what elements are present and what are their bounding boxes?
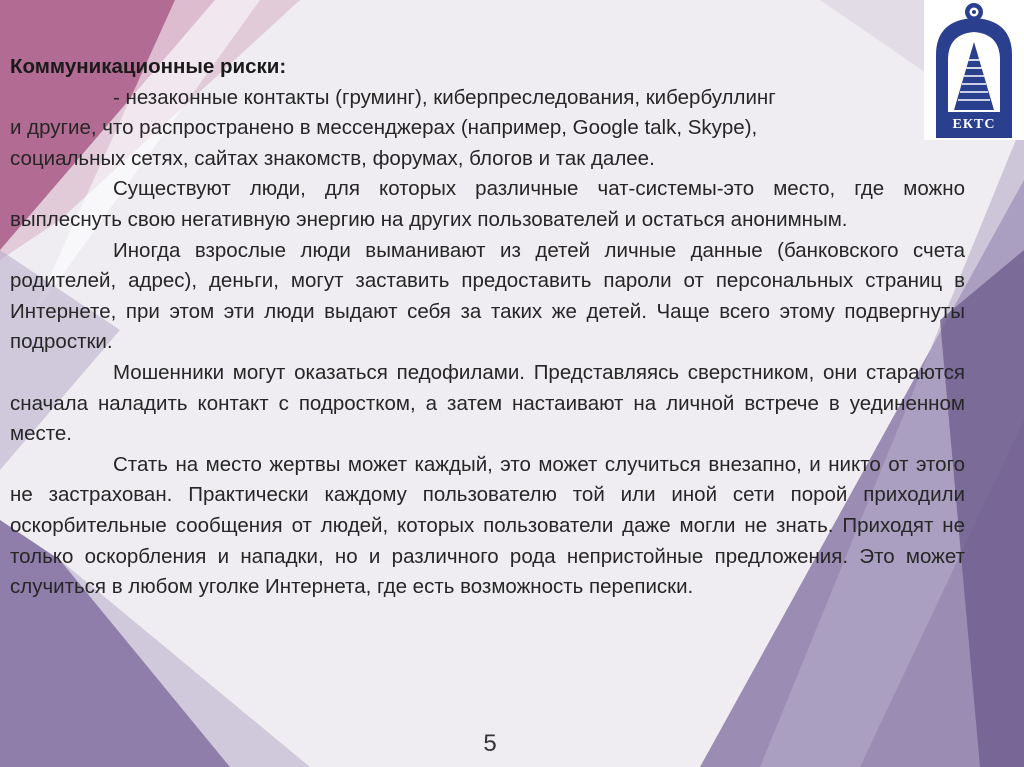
paragraph-risks-end: социальных сетях, сайтах знакомств, форумах, блогов и так далее. <box>10 146 655 170</box>
page-number: 5 <box>483 730 497 757</box>
paragraph-victims: Стать на место жертвы может каждый, это может случиться внезапно, и никто от этого не застрахован. Практически каждому пользователю той или иной сети порой приходили оскорбительные сообщения от людей, которых пользователи даже могли не знать. Приходят не только оскорбления и нападки, но и различного рода непристойные предложения. Это может случиться в любом уголке Интернета, где есть возможность переписки. <box>10 452 965 599</box>
paragraph-fraudsters: Мошенники могут оказаться педофилами. Представляясь сверстником, они стараются сначала наладить контакт с подростком, а затем настаивают на личной встрече в уединенном месте. <box>10 360 965 446</box>
paragraph-chat-systems: Существуют люди, для которых различные чат-системы-это место, где можно выплеснуть свою негативную энергию на других пользователей и остаться анонимным. <box>10 177 965 231</box>
paragraph-risks-continued: и другие, что распространено в мессенджерах (например, Google talk, Skype), <box>10 116 758 140</box>
paragraph-adults-deception: Иногда взрослые люди выманивают из детей личные данные (банковского счета родителей, адрес), деньги, могут заставить предоставить пароли от персональных страниц в Интернете, при этом эти люди выдают себя за таких же детей. Чаще всего этому подвергнуты подростки. <box>10 238 965 354</box>
slide-body <box>10 52 965 603</box>
paragraph-risks-list: - незаконные контакты (груминг), киберпреследования, кибербуллинг <box>113 85 776 109</box>
slide-heading: Коммуникационные риски: <box>10 55 287 78</box>
logo-text: ЕКТС <box>952 117 996 132</box>
